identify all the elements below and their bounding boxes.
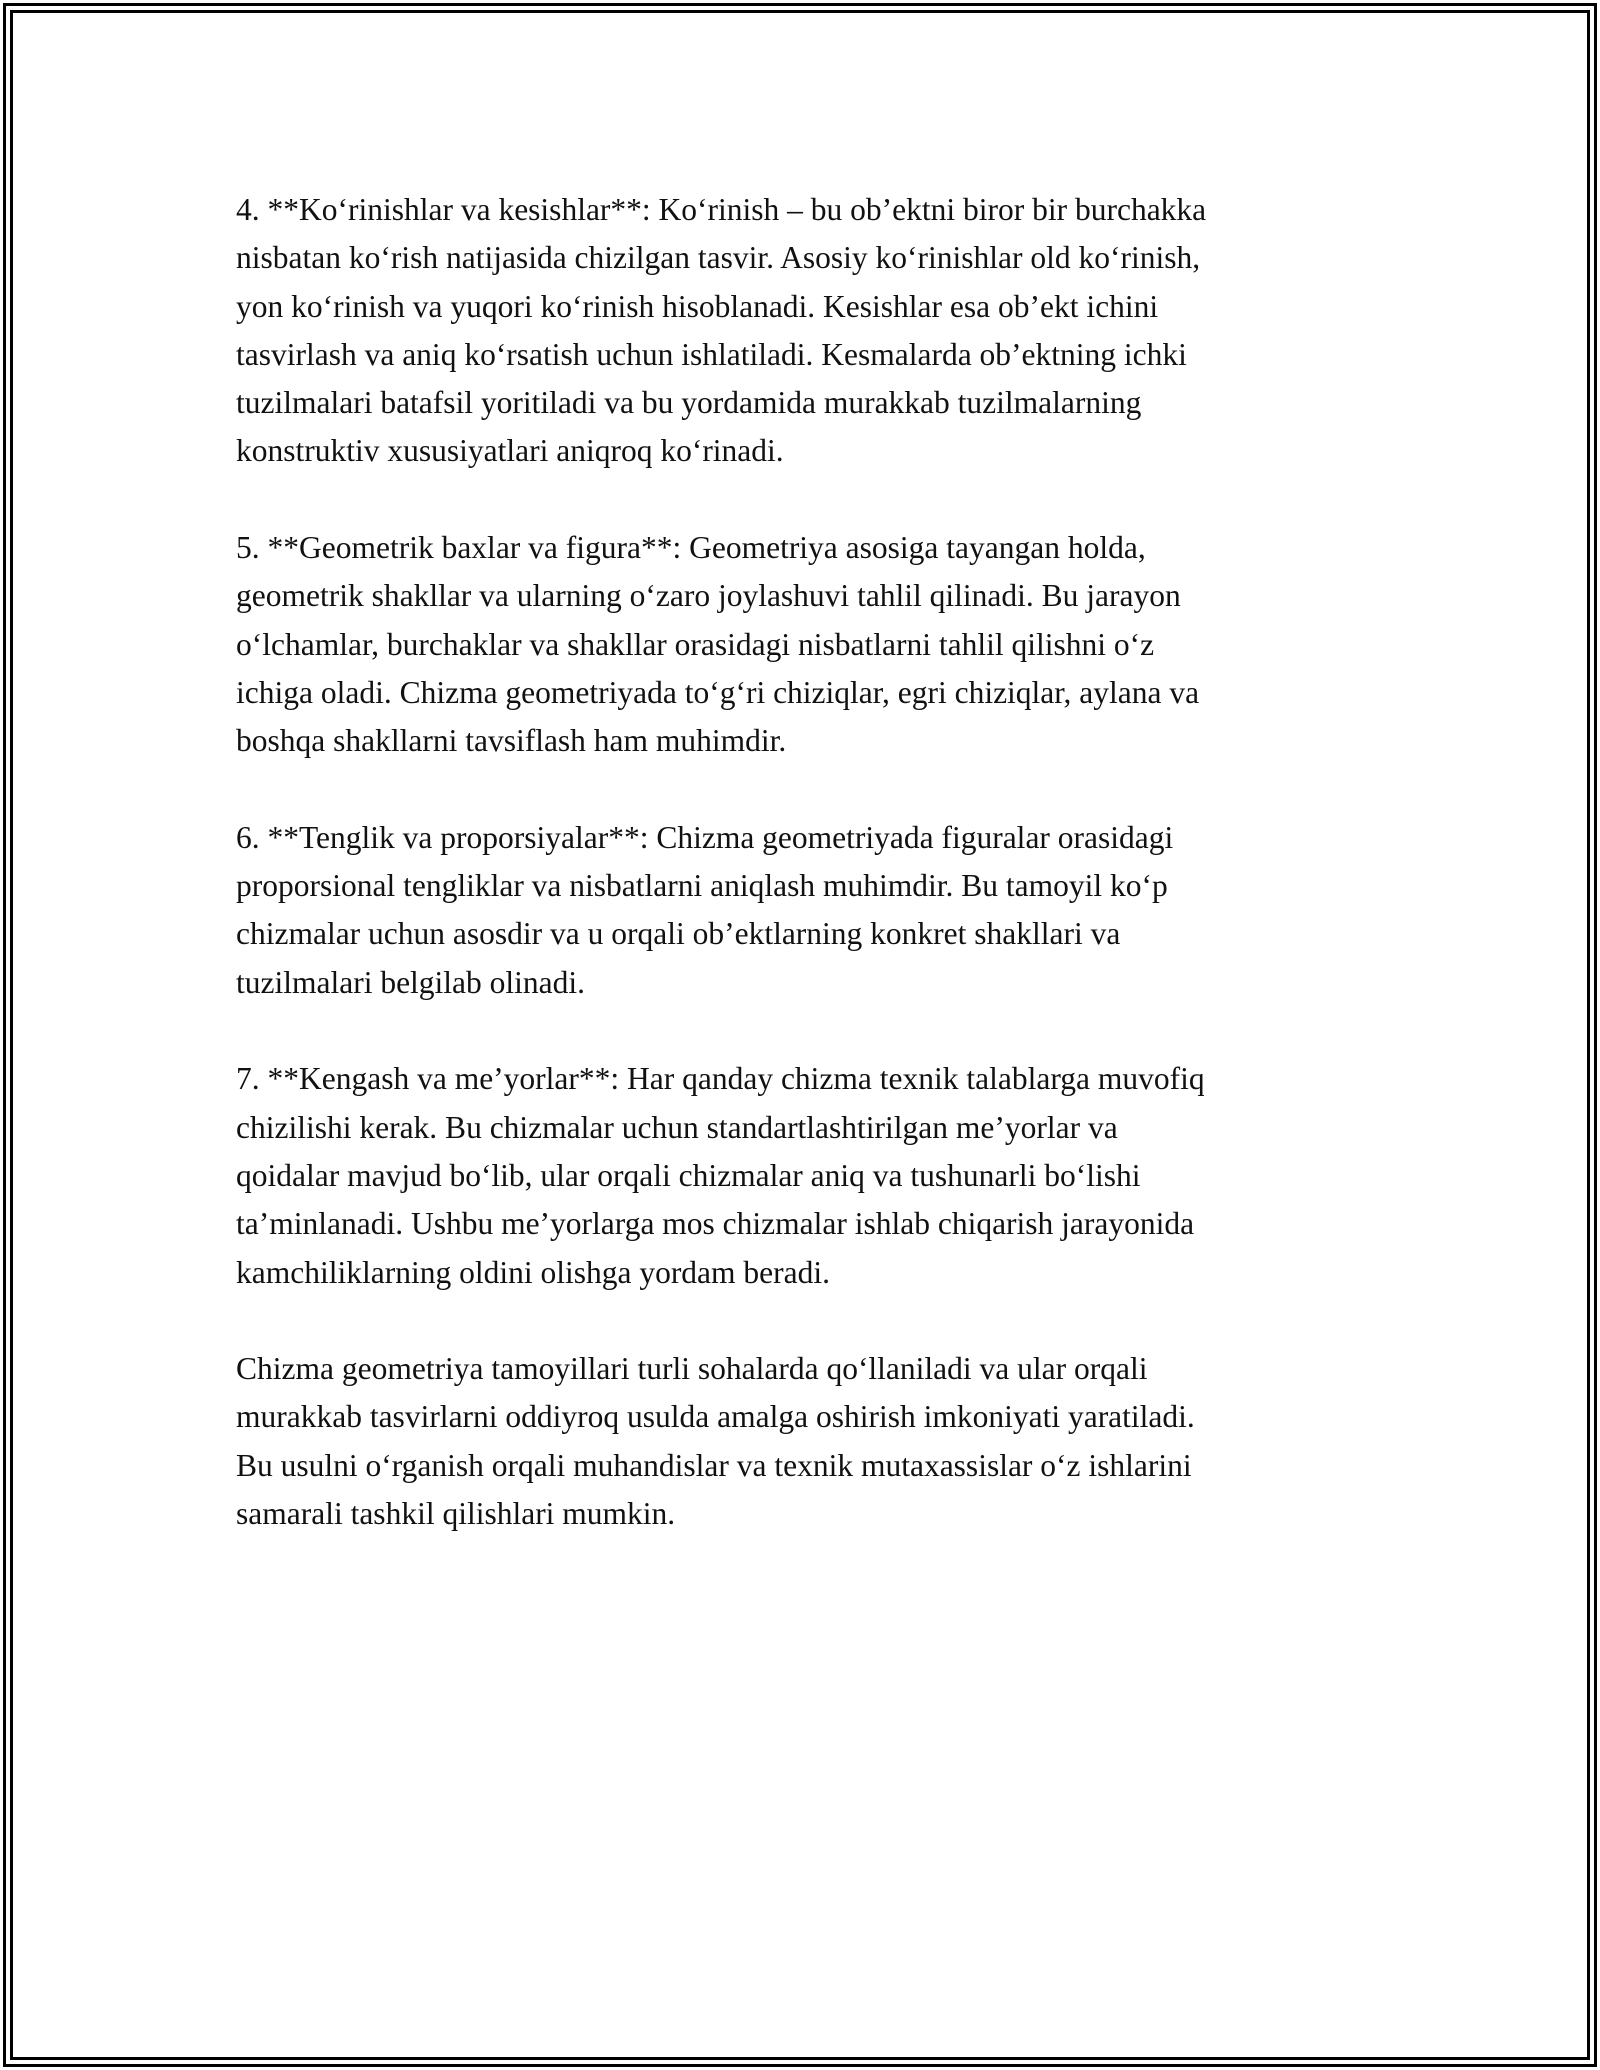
text-line: samarali tashkil qilishlari mumkin.	[236, 1496, 676, 1532]
text-line: chizilishi kerak. Bu chizmalar uchun standartlashtirilgan me’yorlar va	[236, 1109, 1118, 1145]
text-line: tasvirlash va aniq ko‘rsatish uchun ishlatiladi. Kesmalarda ob’ektning ichki	[236, 336, 1187, 372]
document-body	[236, 186, 1376, 1587]
text-line: nisbatan ko‘rish natijasida chizilgan tasvir. Asosiy ko‘rinishlar old ko‘rinish,	[236, 240, 1201, 276]
text-line: murakkab tasvirlarni oddiyroq usulda amalga oshirish imkoniyati yaratiladi.	[236, 1399, 1195, 1435]
text-line: Bu usulni o‘rganish orqali muhandislar va texnik mutaxassislar o‘z ishlarini	[236, 1447, 1192, 1483]
text-line: 7. **Kengash va me’yorlar**: Har qanday chizma texnik talablarga muvofiq	[236, 1061, 1205, 1097]
text-line: chizmalar uchun asosdir va u orqali ob’ektlarning konkret shakllari va	[236, 916, 1121, 952]
text-line: ta’minlanadi. Ushbu me’yorlarga mos chizmalar ishlab chiqarish jarayonida	[236, 1206, 1195, 1242]
text-line: qoidalar mavjud bo‘lib, ular orqali chizmalar aniq va tushunarli bo‘lishi	[236, 1157, 1141, 1193]
text-line: kamchiliklarning oldini olishga yordam beradi.	[236, 1254, 830, 1290]
text-line: geometrik shakllar va ularning o‘zaro joylashuvi tahlil qilinadi. Bu jarayon	[236, 578, 1181, 614]
text-line: tuzilmalari batafsil yoritiladi va bu yordamida murakkab tuzilmalarning	[236, 385, 1142, 421]
text-line: Chizma geometriya tamoyillari turli sohalarda qo‘llaniladi va ular orqali	[236, 1351, 1148, 1387]
paragraph-views-and-sections	[236, 186, 1376, 476]
text-line: 6. **Tenglik va proporsiyalar**: Chizma geometriyada figuralar orasidagi	[236, 819, 1174, 855]
paragraph-standards	[236, 1055, 1376, 1296]
text-line: o‘lchamlar, burchaklar va shakllar orasidagi nisbatlarni tahlil qilishni o‘z	[236, 626, 1155, 662]
text-line: boshqa shakllarni tavsiflash ham muhimdir.	[236, 723, 787, 759]
paragraph-geometric-figures	[236, 524, 1376, 765]
text-line: ichiga oladi. Chizma geometriyada to‘g‘ri chiziqlar, egri chiziqlar, aylana va	[236, 674, 1200, 710]
paragraph-conclusion	[236, 1345, 1376, 1538]
text-line: yon ko‘rinish va yuqori ko‘rinish hisoblanadi. Kesishlar esa ob’ekt ichini	[236, 288, 1159, 324]
text-line: konstruktiv xususiyatlari aniqroq ko‘rinadi.	[236, 433, 784, 469]
text-line: tuzilmalari belgilab olinadi.	[236, 964, 586, 1000]
text-line: 4. **Ko‘rinishlar va kesishlar**: Ko‘rinish – bu ob’ektni biror bir burchakka	[236, 192, 1207, 227]
paragraph-equality-proportions	[236, 814, 1376, 1007]
text-line: proporsional tengliklar va nisbatlarni aniqlash muhimdir. Bu tamoyil ko‘p	[236, 868, 1168, 904]
text-line: 5. **Geometrik baxlar va figura**: Geometriya asosiga tayangan holda,	[236, 530, 1146, 566]
